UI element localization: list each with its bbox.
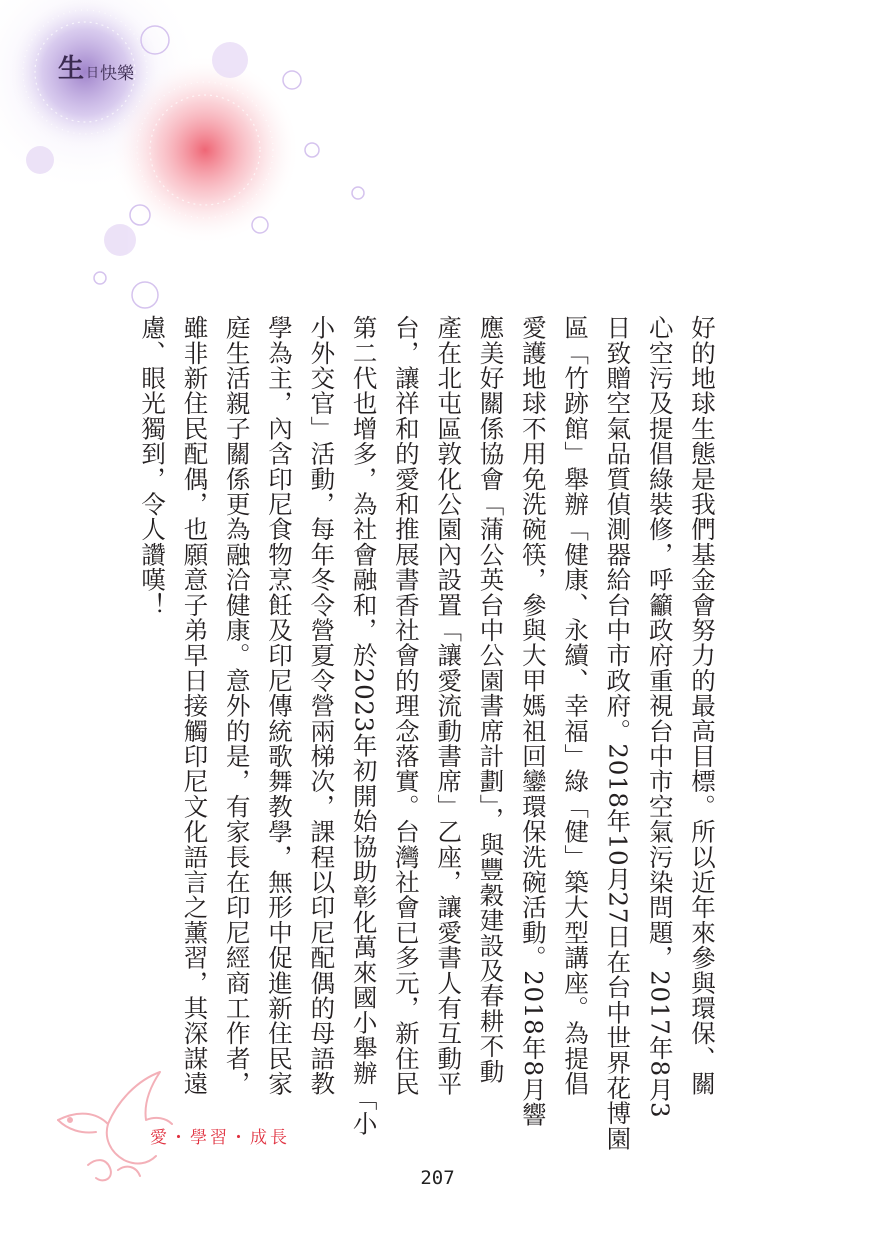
text-column: 雖非新住民配偶，也願意子弟早日接觸印尼文化語言之薰習，其深謀遠 [180,315,210,1097]
text-column: 學為主，內含印尼食物烹飪及印尼傳統歌舞教學，無形中促進新住民家 [265,315,295,1097]
header-title-char-1: 生 [58,54,85,84]
text-column: 庭生活親子關係更為融洽健康。意外的是，有家長在印尼經商工作者， [222,315,252,1097]
text-column: 慮、眼光獨到，令人讚嘆！ [138,315,168,618]
text-column: 產在北屯區敦化公園內設置「讓愛流動書席」乙座，讓愛書人有互動平 [434,315,464,1097]
text-column: 小外交官」活動，每年冬令營夏令營兩梯次，課程以印尼配偶的母語教 [307,315,337,1097]
header-title-char-3: 快 [100,64,118,84]
text-column: 心空污及提倡綠裝修，呼籲政府重視台中市空氣污染問題，2017年8月3 [645,315,675,1119]
text-column: 日致贈空氣品質偵測器給台中市政府。2018年10月27日在台中世界花博園 [603,315,633,1151]
text-column: 愛護地球不用免洗碗筷，參與大甲媽祖回鑾環保洗碗活動。2018年8月響 [518,315,548,1128]
footer-slogan: 愛・學習・成長 [150,1128,290,1148]
running-header-title [58,48,134,85]
text-column: 應美好關係協會「蒲公英台中公園書席計劃」，與豐穀建設及春耕不動 [476,315,506,1084]
header-title-char-2: 日 [86,66,100,81]
text-column: 第二代也增多，為社會融和，於2023年初開始協助彰化萬來國小舉辦「小 [349,315,379,1137]
header-title-char-4: 樂 [117,64,135,84]
text-column: 區「竹跡館」舉辦「健康、永續、幸福」綠「健」築大型講座。為提倡 [561,315,591,1097]
text-column: 台，讓祥和的愛和推展書香社會的理念落實。台灣社會已多元，新住民 [391,315,421,1097]
text-column: 好的地球生態是我們基金會努力的最高目標。所以近年來參與環保、關 [688,315,717,1097]
page-number: 207 [420,1167,455,1189]
